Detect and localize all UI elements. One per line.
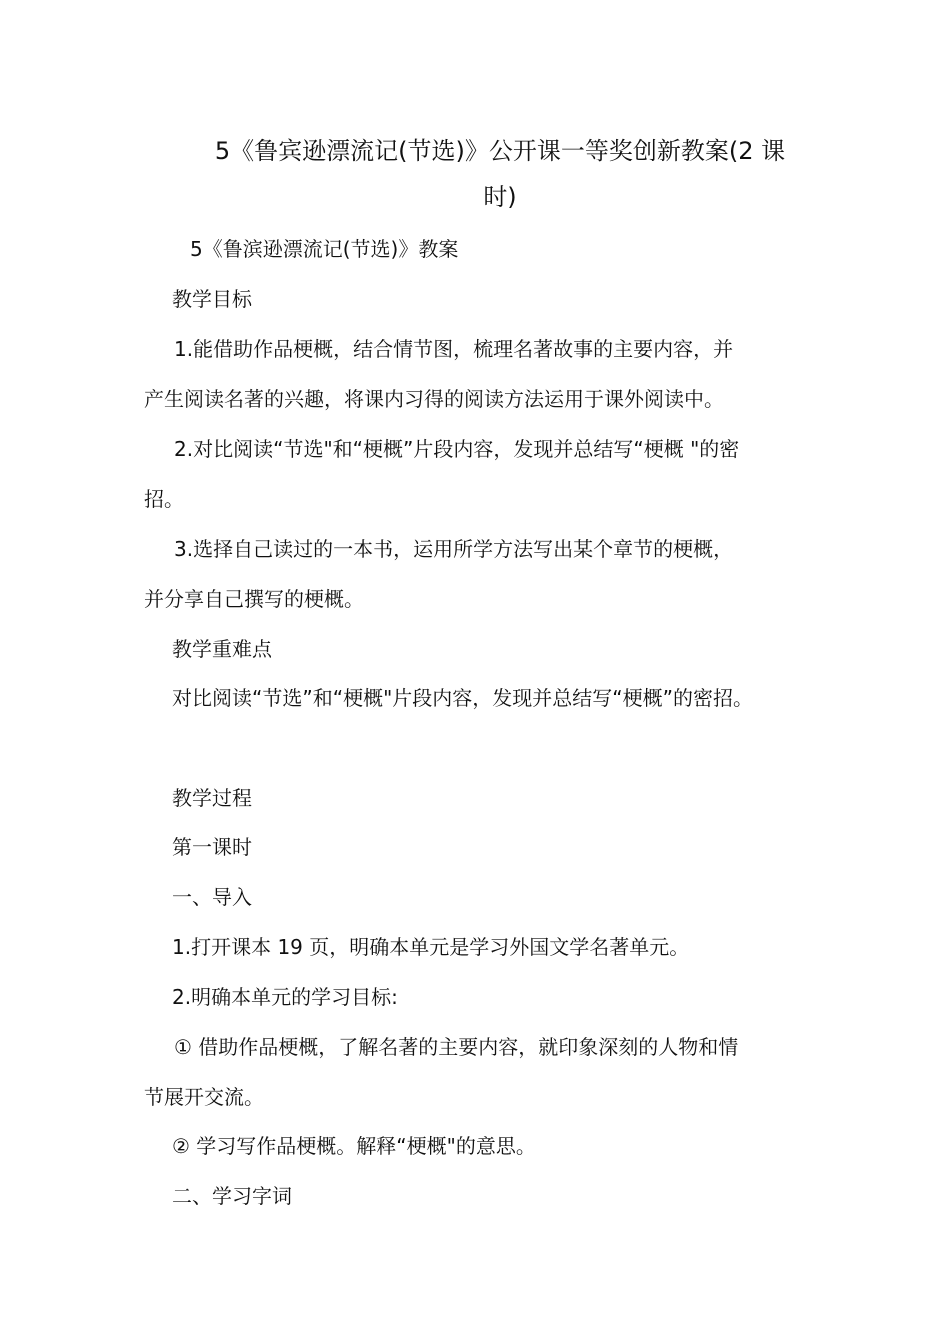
title-line-1: 5《鲁宾逊漂流记(节选)》公开课一等奖创新教案(2 课 bbox=[214, 137, 786, 165]
key-points-text: 对比阅读“节选”和“梗概"片段内容，发现并总结写“梗概”的密招。 bbox=[172, 686, 754, 710]
goal-2-line-1: 2.对比阅读“节选"和“梗概”片段内容，发现并总结写“梗概 "的密 bbox=[174, 437, 740, 461]
goal-2-line-2: 招。 bbox=[144, 487, 184, 511]
goal-1-paragraph bbox=[144, 324, 814, 424]
lesson-one-heading: 第一课时 bbox=[172, 835, 252, 859]
goal-3-line-2: 并分享自己撰写的梗概。 bbox=[144, 587, 364, 611]
objective-1-line-2: 节展开交流。 bbox=[144, 1085, 264, 1109]
heading-teaching-goals: 教学目标 bbox=[172, 287, 252, 311]
objective-1-paragraph bbox=[144, 1022, 814, 1122]
section-intro-heading: 一、导入 bbox=[172, 885, 252, 909]
heading-key-points: 教学重难点 bbox=[172, 637, 272, 661]
goal-3-line-1: 3.选择自己读过的一本书，运用所学方法写出某个章节的梗概， bbox=[174, 537, 734, 561]
subtitle: 5《鲁滨逊漂流记(节选)》教案 bbox=[190, 237, 459, 261]
title-line-2: 时) bbox=[483, 183, 517, 211]
objective-2: ② 学习写作品梗概。解释“梗概"的意思。 bbox=[172, 1134, 536, 1158]
goal-2-paragraph bbox=[144, 424, 814, 524]
objective-1-line-1: ① 借助作品梗概，了解名著的主要内容，就印象深刻的人物和情 bbox=[174, 1035, 739, 1059]
heading-teaching-process: 教学过程 bbox=[172, 786, 252, 810]
goal-3-paragraph bbox=[144, 524, 814, 624]
document-title bbox=[190, 128, 810, 220]
intro-item-1: 1.打开课本 19 页，明确本单元是学习外国文学名著单元。 bbox=[172, 935, 690, 959]
section-vocabulary-heading: 二、学习字词 bbox=[172, 1184, 292, 1208]
goal-1-line-1: 1.能借助作品梗概，结合情节图，梳理名著故事的主要内容，并 bbox=[174, 337, 734, 361]
intro-item-2: 2.明确本单元的学习目标: bbox=[172, 985, 398, 1009]
goal-1-line-2: 产生阅读名著的兴趣，将课内习得的阅读方法运用于课外阅读中。 bbox=[144, 387, 724, 411]
